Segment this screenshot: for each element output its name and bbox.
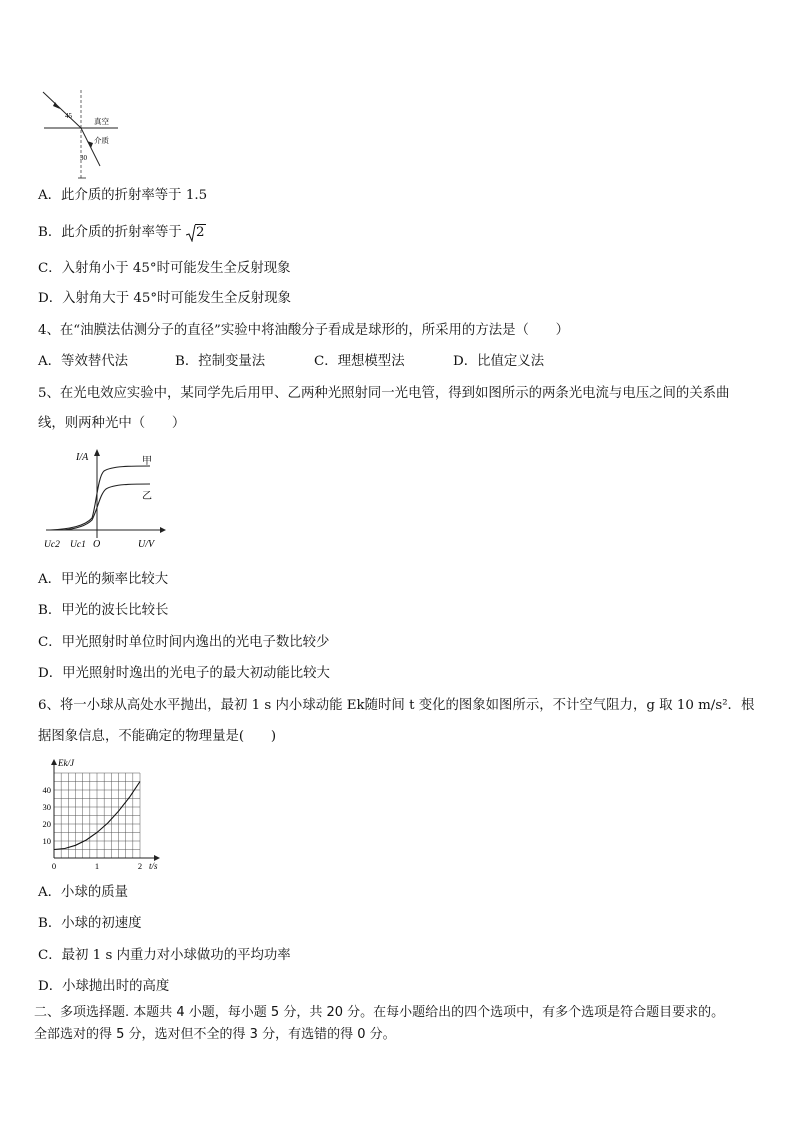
y-arrow-icon (51, 759, 57, 765)
q6-option-a: A．小球的质量 (38, 885, 129, 900)
q4-option-c: C．理想模型法 (314, 354, 405, 369)
tick-uc2: Uc2 (44, 540, 60, 550)
tick-origin: O (93, 539, 101, 550)
chart-x-label: t/s (149, 861, 158, 871)
q3-option-b: B．此介质的折射率等于 2 (38, 225, 205, 240)
q5-option-d: D．甲光照射时逸出的光电子的最大初动能比较大 (38, 666, 330, 681)
curve-jia-label: 甲 (142, 456, 152, 467)
q4-stem: 4、在“油膜法估测分子的直径”实验中将油酸分子看成是球形的，所采用的方法是（ ） (38, 323, 570, 338)
q6-stem-line2: 据图象信息，不能确定的物理量是( ) (38, 729, 277, 744)
x-tick-label: 0 (51, 861, 57, 871)
q3-option-a: A．此介质的折射率等于 1.5 (38, 188, 208, 203)
y-arrow-icon (94, 449, 100, 456)
q3-option-d: D．入射角大于 45°时可能发生全反射现象 (38, 291, 291, 306)
ek-t-chart (36, 756, 176, 874)
q4-option-b: B．控制变量法 (175, 354, 266, 369)
curve-yi (62, 484, 150, 530)
q6-option-c: C．最初 1 s 内重力对小球做功的平均功率 (38, 948, 291, 963)
x-tick-label: 1 (94, 861, 100, 871)
q5-option-b: B．甲光的波长比较长 (38, 603, 169, 618)
sqrt-expression: 2 (186, 224, 206, 242)
q3-option-c: C．入射角小于 45°时可能发生全反射现象 (38, 261, 291, 276)
q5-stem-line2: 线，则两种光中（ ） (38, 416, 186, 431)
chart-axes (51, 759, 160, 861)
y-tick-label: 20 (42, 819, 51, 829)
angle-bottom-label: 30 (80, 154, 87, 162)
x-axis-label: U/V (138, 539, 155, 550)
y-tick-label: 30 (42, 802, 51, 812)
q4-options (38, 353, 544, 371)
x-arrow-icon (160, 527, 166, 533)
chart-y-label: Ek/J (58, 758, 74, 768)
q4-option-d: D．比值定义法 (453, 354, 545, 369)
x-tick-label: 2 (137, 861, 143, 871)
section2-line1: 二、多项选择题. 本题共 4 小题，每小题 5 分，共 20 分。在每小题给出的四个选项中，有多个选项是符合题目要求的。 (34, 1005, 725, 1020)
tick-uc1: Uc1 (70, 540, 86, 550)
chart-grid (54, 773, 140, 858)
q5-stem-line1: 5、在光电效应实验中，某同学先后用甲、乙两种光照射同一光电管，得到如图所示的两条光电流与电压之间的关系曲 (38, 386, 730, 401)
curve-yi-label: 乙 (142, 491, 152, 502)
q6-option-b: B．小球的初速度 (38, 916, 142, 931)
vacuum-label: 真空 (94, 117, 109, 126)
q5-option-a: A．甲光的频率比较大 (38, 572, 169, 587)
medium-label: 介质 (94, 136, 109, 145)
q5-option-c: C．甲光照射时单位时间内逸出的光电子数比较少 (38, 635, 330, 650)
angle-top-label: 45 (65, 112, 72, 120)
y-axis-label: I/A (76, 452, 89, 463)
section2-line2: 全部选对的得 5 分，选对但不全的得 3 分，有选错的得 0 分。 (34, 1027, 396, 1042)
q6-stem-line1: 6、将一小球从高处水平抛出，最初 1 s 内小球动能 Ek随时间 t 变化的图象如图所示，不计空气阻力，g 取 10 m/s²．根 (38, 698, 755, 713)
photoelectric-figure (40, 446, 170, 554)
q6-option-d: D．小球抛出时的高度 (38, 979, 170, 994)
y-tick-label: 40 (42, 785, 51, 795)
q4-option-a: A．等效替代法 (38, 354, 129, 369)
incident-ray (43, 92, 81, 128)
y-tick-label: 10 (42, 836, 51, 846)
refraction-figure (38, 88, 128, 184)
